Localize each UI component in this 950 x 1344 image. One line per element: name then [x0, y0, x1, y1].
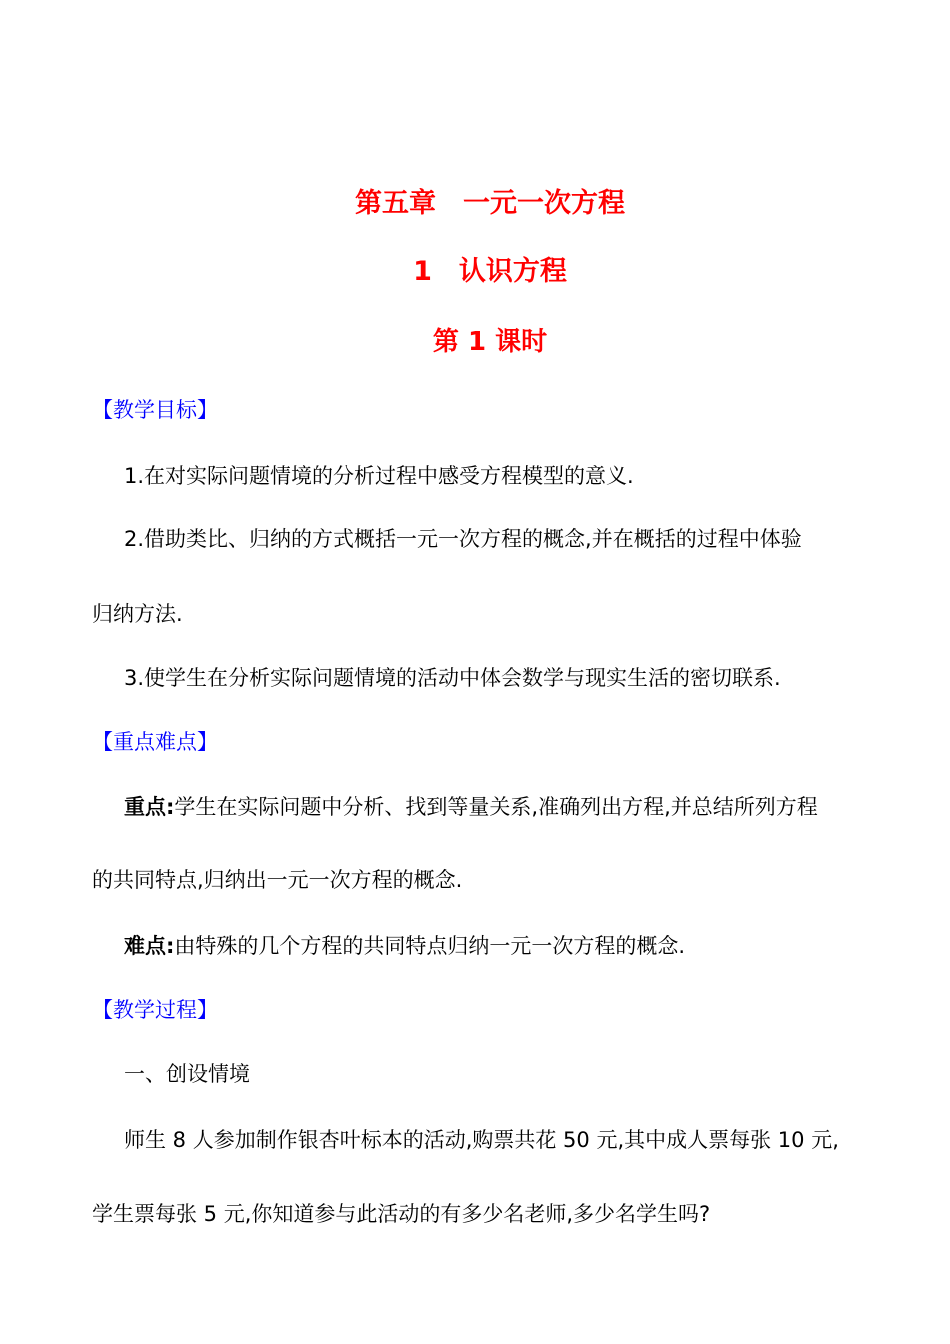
- objective-item-3: 3.使学生在分析实际问题情境的活动中体会数学与现实生活的密切联系.: [124, 666, 781, 690]
- chapter-title: 第五章 一元一次方程: [355, 188, 625, 219]
- objective-item-1: 1.在对实际问题情境的分析过程中感受方程模型的意义.: [124, 464, 634, 488]
- keypoints-heading: 【重点难点】: [92, 730, 218, 754]
- objectives-heading: 【教学目标】: [92, 398, 218, 422]
- difficulty-text: 由特殊的几个方程的共同特点归纳一元一次方程的概念.: [174, 934, 686, 958]
- key-point-label: 重点:: [124, 795, 175, 819]
- process-step-1: 一、创设情境: [124, 1062, 250, 1086]
- key-point-line-1: [124, 791, 818, 823]
- key-point-line-2: 的共同特点,归纳出一元一次方程的概念.: [92, 868, 463, 892]
- difficulty-label: 难点:: [124, 934, 175, 958]
- section-title: 1 认识方程: [413, 256, 567, 287]
- key-point-text: 学生在实际问题中分析、找到等量关系,准确列出方程,并总结所列方程: [174, 795, 818, 819]
- objective-item-2-line-1: 2.借助类比、归纳的方式概括一元一次方程的概念,并在概括的过程中体验: [124, 527, 802, 551]
- problem-line-1: 师生 8 人参加制作银杏叶标本的活动,购票共花 50 元,其中成人票每张 10 元,: [124, 1128, 839, 1152]
- objective-item-2-line-2: 归纳方法.: [92, 602, 183, 626]
- process-heading: 【教学过程】: [92, 998, 218, 1022]
- difficulty-line: [124, 930, 685, 962]
- problem-line-2: 学生票每张 5 元,你知道参与此活动的有多少名老师,多少名学生吗?: [92, 1202, 711, 1226]
- lesson-title: 第 1 课时: [432, 327, 548, 357]
